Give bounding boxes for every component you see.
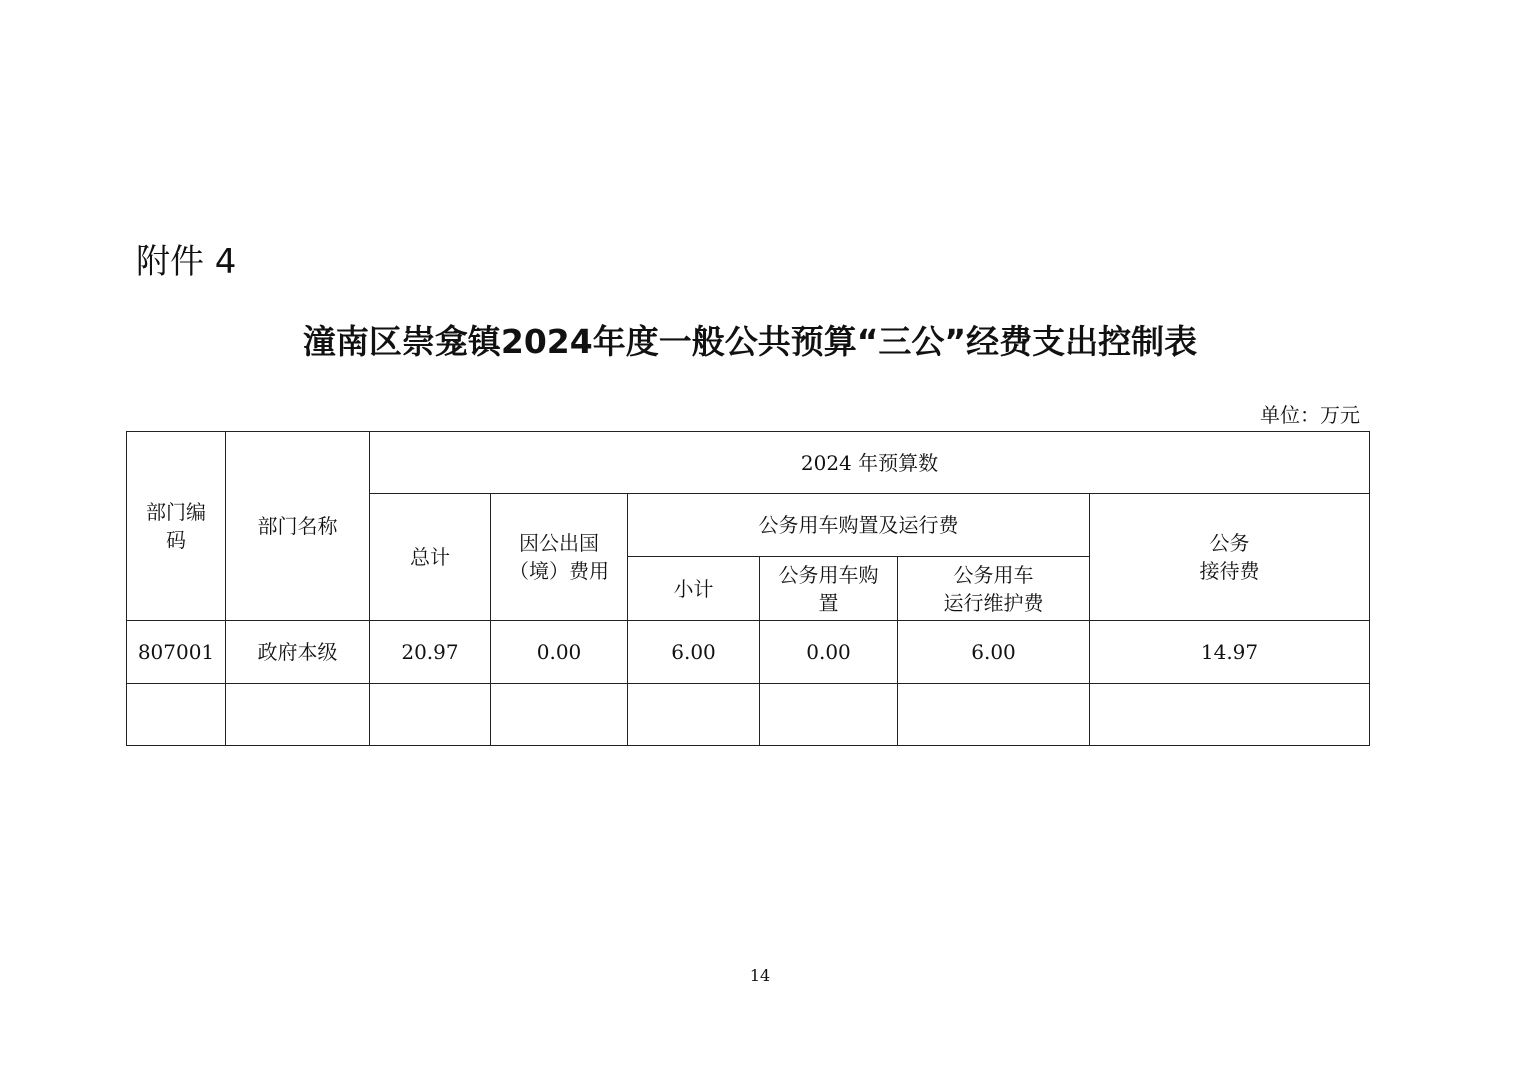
- cell-vehicle-purchase: [760, 684, 898, 746]
- header-vehicle-purchase-line-2: 置: [818, 590, 839, 615]
- header-vehicle-operation-line-1: 公务用车: [953, 562, 1034, 587]
- cell-dept-code: 807001: [127, 621, 226, 684]
- document-title: 潼南区崇龛镇2024年度一般公共预算“三公”经费支出控制表: [302, 322, 1198, 361]
- header-vehicle-subtotal: 小计: [628, 557, 760, 621]
- header-budget-year: 2024 年预算数: [370, 432, 1370, 494]
- cell-dept-name: [226, 684, 370, 746]
- cell-dept-code: [127, 684, 226, 746]
- header-vehicle-operation: [898, 557, 1090, 621]
- header-vehicle-group: 公务用车购置及运行费: [628, 494, 1090, 557]
- cell-abroad: [491, 684, 628, 746]
- attachment-label: 附件 4: [136, 242, 237, 282]
- header-dept-code-line-1: 部门编: [146, 500, 206, 524]
- header-reception-line-1: 公务: [1209, 531, 1250, 555]
- cell-vehicle-subtotal: 6.00: [628, 621, 760, 684]
- header-abroad-line-1: 因公出国: [519, 531, 599, 555]
- page-number: 14: [749, 966, 771, 985]
- cell-reception: [1090, 684, 1370, 746]
- cell-total: 20.97: [370, 621, 491, 684]
- cell-vehicle-operation: 6.00: [898, 621, 1090, 684]
- unit-label: 单位：万元: [1260, 403, 1360, 427]
- header-vehicle-purchase: [760, 557, 898, 621]
- header-row-1: [127, 432, 1370, 494]
- header-dept-name: 部门名称: [226, 432, 370, 621]
- cell-abroad: 0.00: [491, 621, 628, 684]
- cell-total: [370, 684, 491, 746]
- header-dept-code: [127, 432, 226, 621]
- header-reception: [1090, 494, 1370, 621]
- header-vehicle-purchase-line-1: 公务用车购: [778, 562, 879, 587]
- cell-vehicle-purchase: 0.00: [760, 621, 898, 684]
- cell-vehicle-operation: [898, 684, 1090, 746]
- cell-reception: 14.97: [1090, 621, 1370, 684]
- header-total: 总计: [370, 494, 491, 621]
- table-row: [127, 684, 1370, 746]
- budget-table: [126, 431, 1370, 746]
- header-abroad: [491, 494, 628, 621]
- header-abroad-line-2: （境）费用: [509, 559, 609, 583]
- header-reception-line-2: 接待费: [1199, 559, 1260, 583]
- header-vehicle-operation-line-2: 运行维护费: [943, 590, 1044, 615]
- header-dept-code-line-2: 码: [166, 528, 186, 552]
- cell-dept-name: 政府本级: [226, 621, 370, 684]
- cell-vehicle-subtotal: [628, 684, 760, 746]
- table-row: [127, 621, 1370, 684]
